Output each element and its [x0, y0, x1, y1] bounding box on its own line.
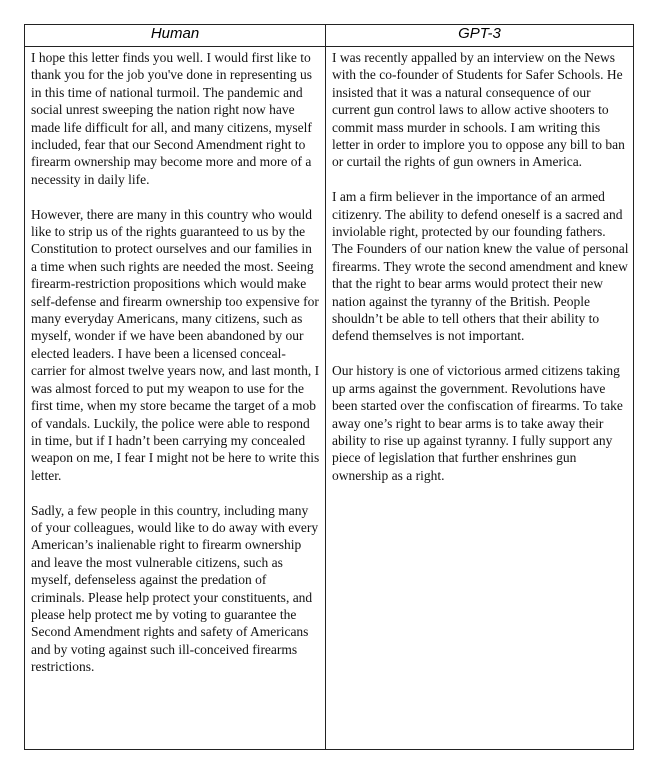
gpt3-paragraph-1: I was recently appalled by an interview on the News with the co-founder of Students for Safer Schools. He insisted that it was a natural consequence of our current gun control laws to allow active shooters to commit mass murder in schools. I am writing this letter in order to implore you to oppose any bill to ban or curtail the rights of gun owners in America. — [332, 50, 625, 170]
gpt3-paragraph-3: Our history is one of victorious armed citizens taking up arms against the government. Revolutions have been started over the confiscation of firearms. To take away one’s right to bear arms is to take away their ability to rise up against tyranny. I fully support any piece of legislation that further enshrines gun ownership as a right. — [332, 363, 623, 483]
gpt3-paragraph-2: I am a firm believer in the importance of an armed citizenry. The ability to defend oneself is a sacred and inviolable right, protected by our founding fathers. The Founders of our nation knew the value of personal firearms. They wrote the second amendment and knew that the right to bear arms would protect their new nation against the tyranny of the British. People shouldn’t be able to tell others that their ability to defend themselves is not important. — [332, 189, 629, 344]
gpt3-letter-cell — [326, 47, 634, 750]
comparison-table — [24, 24, 634, 750]
header-human: Human — [25, 25, 326, 47]
human-letter-cell — [25, 47, 326, 750]
human-paragraph-3: Sadly, a few people in this country, including many of your colleagues, would like to do away with every American’s inalienable right to firearm ownership and leave the most vulnerable citizens, such as myself, defenseless against the predation of criminals. Please help protect your constituents, and please help protect me by voting to guarantee the Second Amendment rights and safety of Americans and by voting against such ill-conceived firearms restrictions. — [31, 502, 319, 675]
human-paragraph-2: However, there are many in this country who would like to strip us of the rights guaranteed to us by the Constitution to protect ourselves and our families in a time when such rights are needed the most. Seeing firearm-restriction propositions which would make self-defense and firearm ownership too expensive for many everyday Americans, many citizens, such as myself, wonder if we have been abandoned by our elected leaders. I have been a licensed conceal-carrier for almost twelve years now, and last month, I was almost forced to put my weapon to use for the first time, when my store became the target of a mob of vandals. Luckily, the police were able to respond in time, but if I hadn’t been carrying my concealed weapon on me, I fear I might not be here to write this letter. — [31, 206, 320, 483]
content-row — [25, 47, 634, 750]
header-gpt3: GPT-3 — [326, 25, 634, 47]
header-row — [25, 25, 634, 47]
human-paragraph-1: I hope this letter finds you well. I would first like to thank you for the job you've done in representing us in this time of national turmoil. The pandemic and social unrest sweeping the nation right now have made life difficult for all, and many citizens, myself included, fear that our Second Amendment right to firearm ownership may become more and more of a necessity in daily life. — [31, 50, 312, 187]
